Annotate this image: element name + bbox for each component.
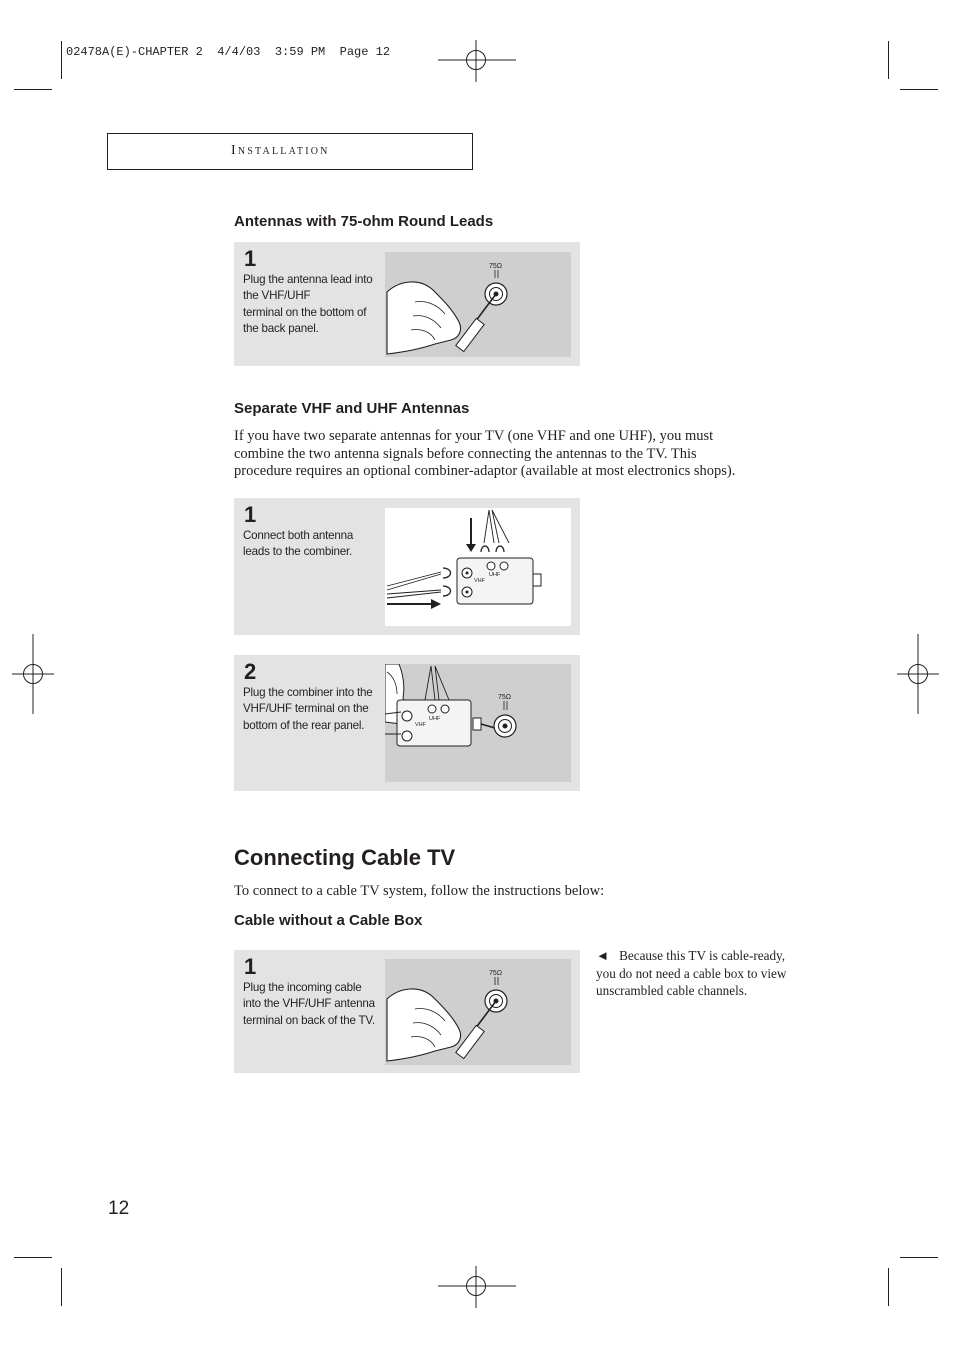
- hand-plugging-lead-illustration: [385, 252, 571, 357]
- terminal-label-75ohm: 75Ω: [498, 694, 512, 701]
- note-arrow-icon: ◄: [596, 948, 610, 963]
- step-number: 1: [244, 502, 257, 527]
- crop-mark: [900, 1257, 938, 1258]
- combiner-plug-illustration: [385, 664, 571, 782]
- step-number: 1: [244, 246, 257, 271]
- terminal-label-75ohm: 75Ω: [489, 970, 503, 977]
- section-header-box: [107, 133, 473, 170]
- step-box-round-lead: [234, 242, 580, 366]
- crop-mark: [14, 1257, 52, 1258]
- step-box-combiner-plug: [234, 655, 580, 791]
- registration-mark-top: [438, 40, 518, 82]
- cable-tv-intro: To connect to a cable TV system, follow the instructions below:: [234, 883, 605, 899]
- hand-plugging-cable-illustration: [385, 959, 571, 1065]
- combiner-connection-illustration: [385, 508, 571, 626]
- crop-mark: [900, 89, 938, 90]
- vhf-label: VHF: [474, 578, 485, 584]
- registration-mark-left: [12, 634, 54, 714]
- terminal-label-75ohm: 75Ω: [489, 263, 503, 270]
- step-instructions: Plug the antenna lead into the VHF/UHF terminal on the bottom of the back panel.: [243, 273, 373, 335]
- crop-mark: [888, 41, 889, 79]
- uhf-label: UHF: [489, 572, 501, 578]
- registration-mark-right: [897, 634, 939, 714]
- cable-without-box-heading: Cable without a Cable Box: [234, 912, 423, 929]
- step-instructions: Connect both antenna leads to the combiner.: [243, 529, 354, 559]
- crop-mark: [888, 1268, 889, 1306]
- uhf-label: UHF: [429, 716, 441, 722]
- step-box-cable: [234, 950, 580, 1073]
- section-header: Installation: [231, 143, 330, 158]
- vhf-label: VHF: [415, 722, 426, 728]
- registration-mark-bottom: [438, 1266, 518, 1308]
- page-number: 12: [108, 1198, 130, 1219]
- step-instructions: Plug the combiner into the VHF/UHF terminal on the bottom of the rear panel.: [243, 686, 373, 732]
- crop-mark: [61, 1268, 62, 1306]
- step-number: 1: [244, 954, 257, 979]
- step-box-combiner-connect: [234, 498, 580, 635]
- step-instructions: Plug the incoming cable into the VHF/UHF antenna terminal on back of the TV.: [243, 981, 375, 1027]
- crop-mark: [61, 41, 62, 79]
- print-slug: 02478A(E)-CHAPTER 2 4/4/03 3:59 PM Page 12: [66, 45, 391, 59]
- cable-ready-note: ◄ Because this TV is cable-ready, you do not need a cable box to view unscrambled cable channels.: [596, 948, 787, 998]
- cable-tv-title: Connecting Cable TV: [234, 845, 456, 870]
- crop-mark: [14, 89, 52, 90]
- step-number: 2: [244, 659, 257, 684]
- antennas-round-heading: Antennas with 75-ohm Round Leads: [234, 213, 494, 230]
- separate-antennas-paragraph: If you have two separate antennas for your TV (one VHF and one UHF), you must combine the two antenna signals before connecting the antennas to the TV. This procedure requires an optional combiner-adaptor (available at most electronics shops).: [234, 428, 736, 479]
- separate-antennas-heading: Separate VHF and UHF Antennas: [234, 400, 470, 417]
